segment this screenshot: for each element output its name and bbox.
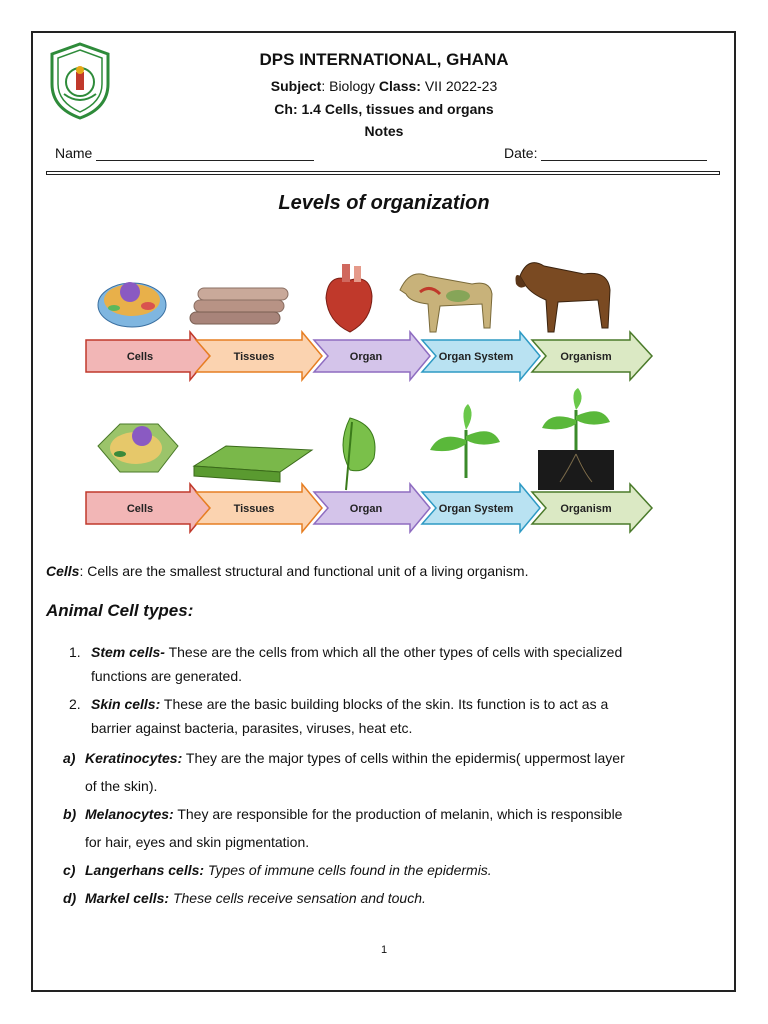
cells-term: Cells: [46, 563, 80, 579]
item-text: Types of immune cells found in the epidermis.: [204, 862, 492, 878]
plant-label-organ-system: Organ System: [438, 503, 514, 515]
horse-organism-image: [516, 263, 611, 332]
plant-label-organ: Organ: [349, 503, 383, 515]
plant-shoot-image: [430, 404, 500, 478]
cells-definition: [46, 563, 528, 579]
animal-label-organ-system: Organ System: [438, 351, 514, 363]
plant-organism-image: [538, 388, 614, 490]
item-text-cont: of the skin).: [85, 778, 158, 794]
page-number: 1: [380, 944, 388, 956]
horse-organ-system-image: [400, 274, 492, 332]
header-divider: [46, 171, 720, 175]
item-term: Markel cells:: [85, 890, 170, 906]
list-marker: d): [63, 890, 77, 906]
animal-label-organism: Organism: [560, 351, 612, 363]
section-title: Levels of organization: [278, 192, 490, 214]
plant-cell-image: [98, 424, 178, 472]
list-item: [69, 692, 609, 740]
subject-label: Subject: [270, 78, 322, 94]
name-field[interactable]: [55, 145, 314, 161]
item-text-cont: functions are generated.: [91, 668, 242, 684]
item-text-cont: barrier against bacteria, parasites, viruses, heat etc.: [91, 720, 413, 736]
item-text-cont: for hair, eyes and skin pigmentation.: [85, 834, 310, 850]
cells-text: : Cells are the smallest structural and functional unit of a living organism.: [79, 563, 529, 579]
item-text: These are the cells from which all the other types of cells with specialized: [164, 644, 623, 660]
animal-label-cells: Cells: [126, 351, 154, 363]
list-marker: c): [63, 862, 76, 878]
item-term: Melanocytes:: [85, 806, 174, 822]
list-item: [63, 884, 426, 912]
levels-diagram: [80, 250, 660, 540]
school-name: DPS INTERNATIONAL, GHANA: [259, 50, 509, 69]
list-marker: 2.: [69, 696, 81, 712]
list-marker: b): [63, 806, 77, 822]
item-term: Stem cells-: [91, 644, 165, 660]
leaf-organ-image: [343, 418, 375, 490]
item-text: These cells receive sensation and touch.: [169, 890, 426, 906]
list-item: [69, 640, 623, 688]
class-label: Class:: [378, 78, 421, 94]
list-item: [63, 744, 625, 800]
list-marker: a): [63, 750, 76, 766]
item-text: They are responsible for the production of melanin, which is responsible: [173, 806, 623, 822]
name-underline[interactable]: [96, 146, 314, 161]
item-text: These are the basic building blocks of the skin. Its function is to act as a: [160, 696, 609, 712]
class-value: VII 2022-23: [420, 78, 498, 94]
plant-label-cells: Cells: [126, 503, 154, 515]
item-term: Langerhans cells:: [85, 862, 205, 878]
plant-label-organism: Organism: [560, 503, 612, 515]
item-text: They are the major types of cells within the epidermis( uppermost layer: [182, 750, 625, 766]
animal-cell-types-heading: Animal Cell types:: [46, 601, 194, 620]
date-field[interactable]: [504, 145, 707, 161]
plant-tissue-image: [194, 446, 312, 482]
notes-label: Notes: [364, 123, 404, 139]
item-term: Keratinocytes:: [85, 750, 183, 766]
date-underline[interactable]: [541, 146, 707, 161]
item-term: Skin cells:: [91, 696, 161, 712]
list-item: [63, 800, 623, 856]
subject-line: [0, 78, 768, 94]
plant-label-tissues: Tissues: [233, 503, 275, 515]
heart-organ-image: [326, 264, 372, 332]
list-item: [63, 856, 492, 884]
list-marker: 1.: [69, 644, 81, 660]
subject-value: : Biology: [321, 78, 379, 94]
animal-tissue-image: [190, 288, 288, 324]
animal-cell-image: [98, 282, 166, 327]
animal-label-organ: Organ: [349, 351, 383, 363]
animal-label-tissues: Tissues: [233, 351, 275, 363]
name-label: Name: [55, 145, 93, 161]
date-label: Date:: [504, 145, 538, 161]
chapter-title: Ch: 1.4 Cells, tissues and organs: [274, 101, 494, 117]
